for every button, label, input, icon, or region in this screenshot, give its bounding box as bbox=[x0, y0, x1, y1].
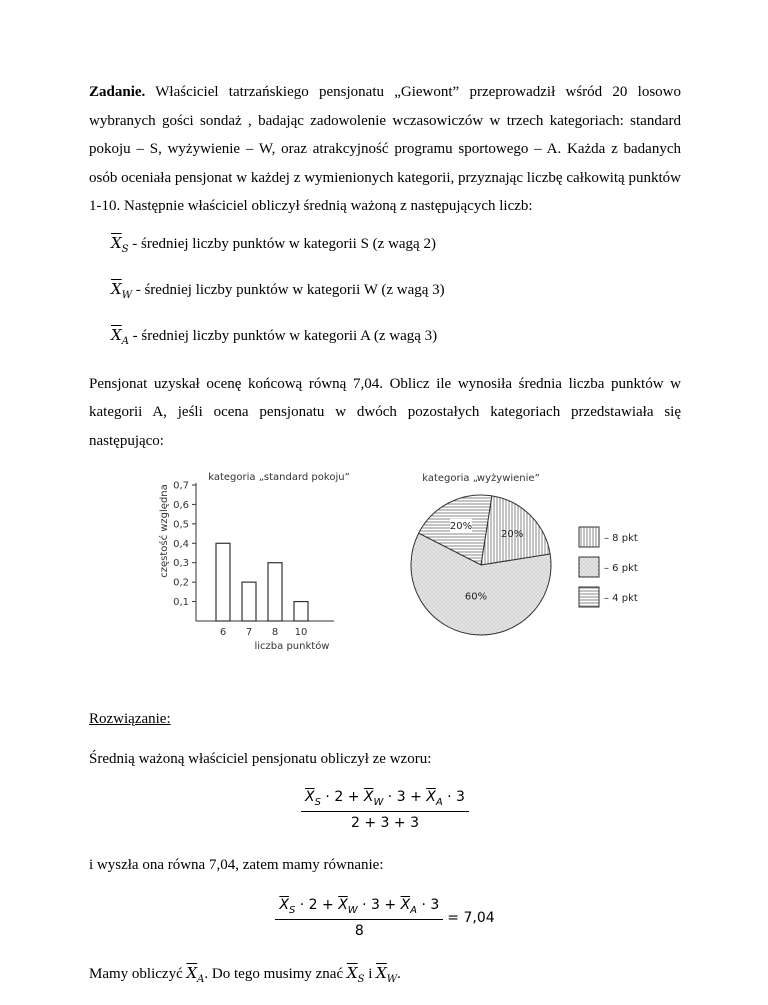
x-symbol: $\overline{X}$ bbox=[400, 896, 411, 913]
x-symbol: $\overline{X}$ bbox=[338, 896, 348, 913]
operator-text: · 3 + bbox=[383, 789, 427, 805]
operator-text: · 3 bbox=[442, 789, 465, 805]
subscript: W bbox=[386, 973, 398, 985]
text: i bbox=[364, 965, 377, 982]
y-tick-label: 0,5 bbox=[173, 519, 189, 531]
x-symbol: $\overline{X}$ bbox=[111, 325, 122, 344]
item-text: - średniej liczby punktów w kategorii S (z wagą 2) bbox=[128, 235, 436, 252]
subscript: W bbox=[121, 289, 132, 301]
document-page bbox=[89, 78, 681, 1005]
solution-heading: Rozwiązanie: bbox=[89, 711, 171, 727]
bar-chart bbox=[154, 461, 354, 661]
slice-label: 60% bbox=[464, 591, 488, 603]
subscript: S bbox=[121, 243, 129, 255]
x-tick-label: 6 bbox=[219, 627, 227, 638]
legend-label: – 4 pkt bbox=[604, 593, 638, 604]
task-label: Zadanie. bbox=[89, 84, 146, 100]
task-paragraph bbox=[89, 78, 681, 221]
subscript: S bbox=[314, 796, 321, 808]
figure-row bbox=[89, 461, 681, 661]
y-tick-label: 0,1 bbox=[173, 597, 189, 609]
x-symbol: $\overline{X}$ bbox=[186, 963, 198, 982]
item-text: - średniej liczby punktów w kategorii A (z wagą 3) bbox=[128, 327, 438, 344]
slice-label: 20% bbox=[500, 528, 524, 540]
x-symbol: $\overline{X}$ bbox=[279, 896, 289, 913]
y-tick-label: 0,3 bbox=[173, 558, 189, 570]
fraction bbox=[275, 897, 443, 939]
pie-chart bbox=[409, 461, 669, 661]
list-item bbox=[111, 325, 681, 352]
y-tick-label: 0,7 bbox=[173, 480, 189, 492]
operator-text: · 2 + bbox=[320, 789, 364, 805]
x-symbol: $\overline{X}$ bbox=[363, 789, 374, 805]
list-item bbox=[111, 233, 681, 260]
equals-value: = 7,04 bbox=[447, 909, 495, 926]
legend-swatch bbox=[579, 557, 599, 577]
operator-text: · 3 bbox=[417, 896, 440, 913]
chart-title: kategoria „standard pokoju” bbox=[208, 472, 350, 483]
numerator bbox=[301, 789, 469, 812]
denominator: 2 + 3 + 3 bbox=[351, 814, 419, 831]
subscript: W bbox=[347, 904, 358, 916]
y-tick-label: 0,2 bbox=[173, 577, 189, 589]
x-symbol: $\overline{X}$ bbox=[426, 789, 436, 805]
legend-label: – 8 pkt bbox=[604, 533, 638, 544]
subscript: S bbox=[288, 904, 296, 916]
text: Mamy obliczyć bbox=[89, 965, 187, 982]
y-tick-label: 0,4 bbox=[173, 538, 189, 550]
task-text: Właściciel tatrzańskiego pensjonatu „Giewont” przeprowadził wśród 20 losowo wybranych gości sondaż , badając zadowolenie wczasowiczów w trzech kategoriach: standard pokoju – S, wyżywienie – W, oraz atrakcyjność programu sportowego – A. Każda z badanych osób oceniała pensjonat w każdej z wymienionych kategorii, przyznając liczbę całkowitą punktów 1-10. Następnie właściciel obliczył średnią ważoną z następujących liczb: bbox=[89, 84, 681, 214]
subscript: W bbox=[373, 796, 384, 808]
chart-title: kategoria „wyżywienie” bbox=[422, 473, 540, 484]
item-text: - średniej liczby punktów w kategorii W (z wagą 3) bbox=[131, 281, 445, 298]
text: . bbox=[397, 965, 401, 982]
text: . Do tego musimy znać bbox=[204, 965, 347, 982]
x-symbol: $\overline{X}$ bbox=[305, 789, 315, 805]
y-tick-label: 0,6 bbox=[173, 499, 189, 511]
x-symbol: $\overline{X}$ bbox=[376, 963, 387, 982]
slice-label: 20% bbox=[449, 520, 473, 532]
legend-label: – 6 pkt bbox=[604, 563, 638, 574]
subscript: A bbox=[410, 904, 418, 916]
bar bbox=[216, 543, 230, 621]
x-tick-label: 7 bbox=[245, 627, 253, 638]
x-symbol: $\overline{X}$ bbox=[111, 233, 122, 252]
subscript: A bbox=[435, 796, 443, 808]
bar bbox=[294, 602, 308, 621]
bar bbox=[268, 563, 282, 621]
x-axis-label: liczba punktów bbox=[254, 641, 330, 652]
denominator: 8 bbox=[354, 922, 364, 939]
legend-swatch bbox=[579, 587, 599, 607]
y-axis-label: częstość względna bbox=[159, 484, 170, 578]
bar bbox=[242, 582, 256, 621]
formula-2 bbox=[89, 897, 681, 939]
paragraph-2: Pensjonat uzyskał ocenę końcową równą 7,04. Oblicz ile wynosiła średnia liczba punktów w kategorii A, jeśli ocena pensjonatu w dwóch pozostałych kategoriach przedstawiała się następująco: bbox=[89, 375, 681, 449]
fraction bbox=[301, 789, 469, 831]
operator-text: · 3 + bbox=[357, 896, 401, 913]
formula-1 bbox=[89, 789, 681, 831]
x-tick-label: 8 bbox=[271, 627, 279, 638]
solution-intro: Średnią ważoną właściciel pensjonatu obliczył ze wzoru: bbox=[89, 751, 432, 767]
list-item bbox=[111, 279, 681, 306]
subscript: A bbox=[197, 973, 205, 985]
solution-text: i wyszła ona równa 7,04, zatem mamy równanie: bbox=[89, 856, 384, 873]
numerator bbox=[275, 897, 443, 920]
subscript: A bbox=[121, 335, 129, 347]
operator-text: · 2 + bbox=[295, 896, 339, 913]
x-symbol: $\overline{X}$ bbox=[346, 963, 358, 982]
x-symbol: $\overline{X}$ bbox=[111, 279, 122, 298]
solution-text bbox=[89, 963, 681, 990]
legend-swatch bbox=[579, 527, 599, 547]
x-tick-label: 10 bbox=[294, 627, 308, 638]
subscript: S bbox=[357, 973, 365, 985]
